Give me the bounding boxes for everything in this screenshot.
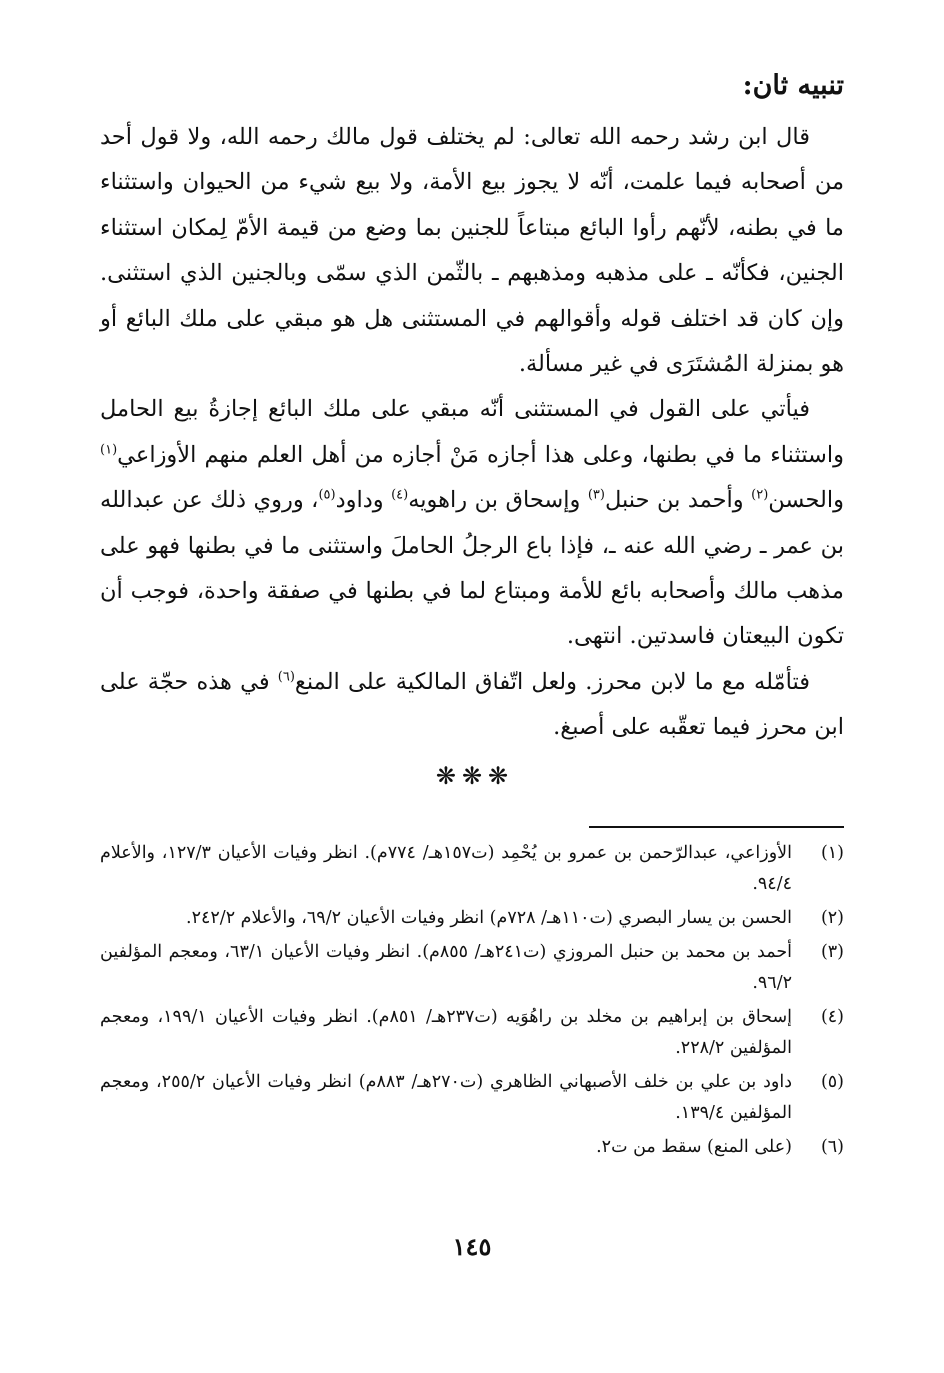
footnote-number: (٥) bbox=[820, 1072, 844, 1092]
footnote-item bbox=[100, 838, 844, 900]
footnote-number: (٤) bbox=[820, 1007, 844, 1027]
paragraph-3 bbox=[100, 660, 844, 751]
footnote-ref-6[interactable]: (٦) bbox=[277, 669, 295, 685]
paragraph-2-text: فيأتي على القول في المستثنى أنّه مبقي على ملك البائع إجازةُ بيع الحامل واستثناء ما في بطنها، وعلى هذا أجازه مَنْ أجازه من أهل العلم منهم الأوزاعي bbox=[100, 396, 844, 468]
section-heading: تنبيه ثان: bbox=[742, 70, 844, 101]
footnote-ref-4[interactable]: (٤) bbox=[391, 487, 409, 503]
paragraph-3-text: في هذه حجّة على ابن محرز فيما تعقّبه على أصبغ. bbox=[100, 668, 844, 741]
footnote-number: (١) bbox=[820, 843, 844, 863]
footnote-text: (على المنع) سقط من ت٢. bbox=[596, 1137, 792, 1157]
footnote-text: الأوزاعي، عبدالرّحمن بن عمرو بن يُحْمِد (ت١٥٧هـ/ ٧٧٤م). انظر وفيات الأعيان ١٢٧/٣، والأعلام ٩٤/٤. bbox=[100, 843, 792, 894]
paragraph-2-text: وداود bbox=[335, 487, 392, 514]
footnote-ref-2[interactable]: (٢) bbox=[751, 487, 769, 503]
footnote-text: داود بن علي بن خلف الأصبهاني الظاهري (ت٢٧٠هـ/ ٨٨٣م) انظر وفيات الأعيان ٢٥٥/٢، ومعجم المؤلفين ١٣٩/٤. bbox=[100, 1072, 792, 1123]
paragraph-2-text: والحسن bbox=[768, 487, 844, 514]
footnote-number: (٢) bbox=[820, 908, 844, 928]
footnote-text: الحسن بن يسار البصري (ت١١٠هـ/ ٧٢٨م) انظر وفيات الأعيان ٦٩/٢، والأعلام ٢٤٢/٢. bbox=[186, 908, 792, 928]
footnote-item bbox=[100, 1002, 844, 1064]
main-text bbox=[100, 115, 844, 751]
footnote-ref-5[interactable]: (٥) bbox=[318, 487, 336, 503]
footnote-item bbox=[100, 1132, 844, 1163]
footnote-ref-1[interactable]: (١) bbox=[100, 442, 118, 458]
paragraph-2 bbox=[100, 387, 844, 659]
footnote-item bbox=[100, 1067, 844, 1129]
footnote-text: إسحاق بن إبراهيم بن مخلد بن راهُوَيه (ت٢٣٧هـ/ ٨٥١م). انظر وفيات الأعيان ١٩٩/١، ومعجم المؤلفين ٢٢٨/٢. bbox=[100, 1007, 792, 1058]
footnote-ref-3[interactable]: (٣) bbox=[587, 487, 605, 503]
section-separator: ❋❋❋ bbox=[435, 762, 515, 790]
footnotes-list bbox=[100, 838, 844, 1166]
footnote-divider bbox=[589, 826, 844, 828]
page-number: ١٤٥ bbox=[452, 1232, 492, 1261]
footnote-number: (٦) bbox=[820, 1137, 844, 1157]
footnote-text: أحمد بن محمد بن حنبل المروزي (ت٢٤١هـ/ ٨٥٥م). انظر وفيات الأعيان ٦٣/١، ومعجم المؤلفين ٩٦/٢. bbox=[100, 942, 793, 993]
paragraph-2-text: وإسحاق بن راهويه bbox=[408, 487, 588, 514]
footnote-item bbox=[100, 903, 844, 934]
paragraph-1: قال ابن رشد رحمه الله تعالى: لم يختلف قول مالك رحمه الله، ولا قول أحد من أصحابه فيما علمت، أنّه لا يجوز بيع الأمة، ولا بيع شيء من الحيوان واستثناء ما في بطنه، لأنّهم رأوا البائع مبتاعاً للجنين بما وضع من قيمة الأمّ لِمكان استثناء الجنين، فكأنّه ـ على مذهبه ومذهبهم ـ بالثّمن الذي سمّى وبالجنين الذي استثنى. وإن كان قد اختلف قوله وأقوالهم في المستثنى هل هو مبقي على ملك البائع أو هو بمنزلة المُشتَرَى في غير مسألة. bbox=[100, 124, 844, 378]
paragraph-2-text: وأحمد بن حنبل bbox=[604, 487, 752, 514]
footnote-item bbox=[100, 937, 844, 999]
paragraph-2-text: ، وروي ذلك عن عبدالله بن عمر ـ رضي الله عنه ـ، فإذا باع الرجلُ الحاملَ واستثنى ما في بطنها فهو على مذهب مالك وأصحابه بائع للأمة ومبتاع لما في بطنها في صفقة واحدة، فوجب أن تكون البيعتان فاسدتين. انتهى. bbox=[100, 487, 844, 650]
paragraph-3-text: فتأمّله مع ما لابن محرز. ولعل اتّفاق المالكية على المنع bbox=[294, 668, 810, 695]
footnote-number: (٣) bbox=[820, 942, 844, 962]
